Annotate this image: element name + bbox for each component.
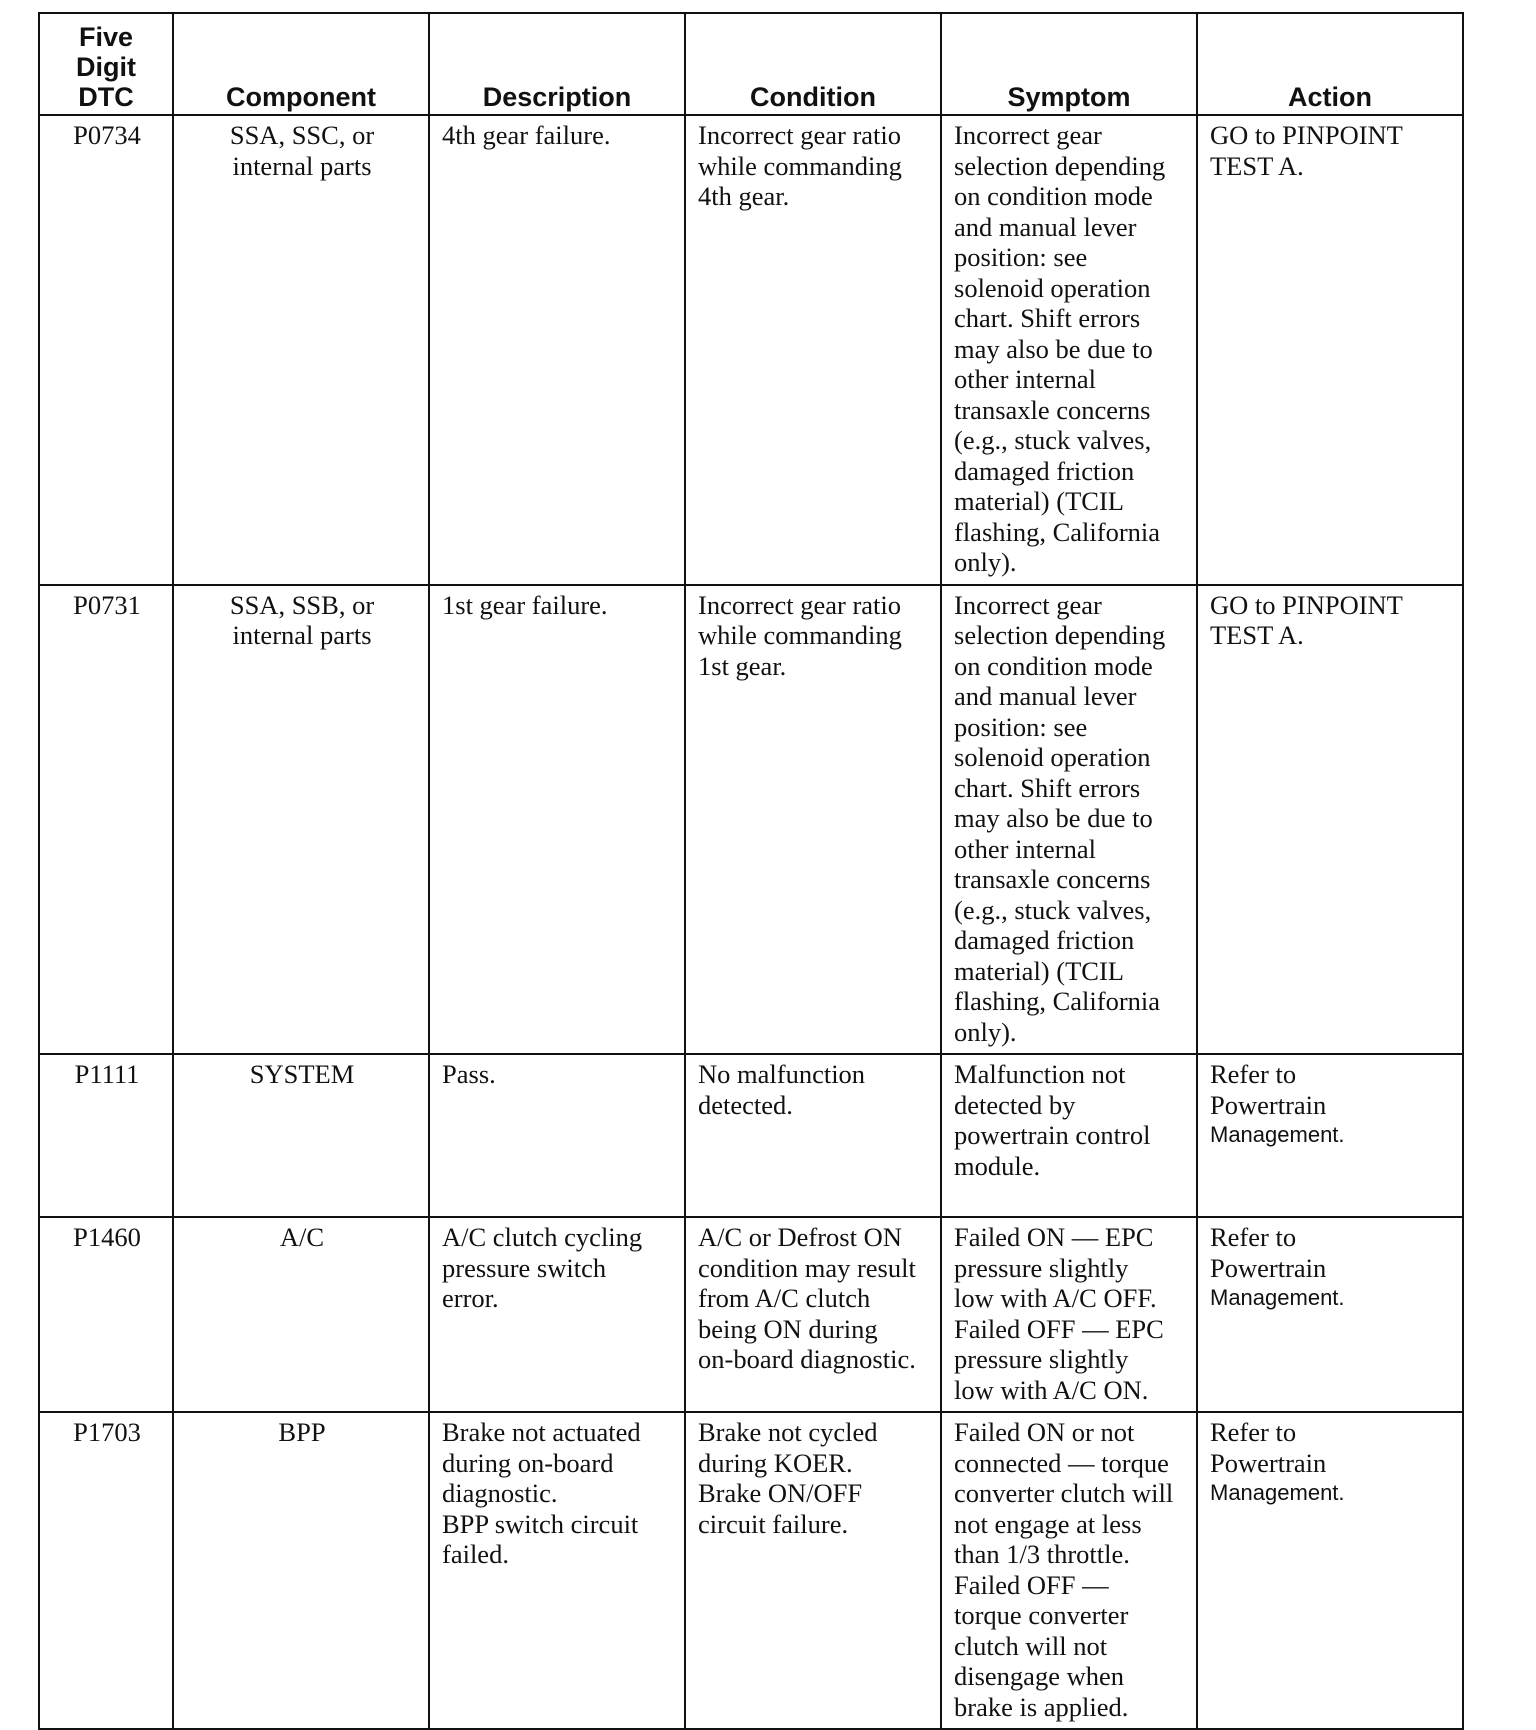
cell-line: internal parts [232,620,372,650]
cell-line: transaxle concerns [954,394,1151,425]
cell-line: A/C clutch cycling [442,1222,643,1252]
cell-line: not engage at less [954,1508,1142,1539]
cell-line: transaxle concerns [954,864,1151,894]
cell-line: material) (TCIL [954,955,1124,986]
cell-line: Powertrain [1210,1447,1327,1478]
cell-line: Powertrain [1210,1252,1327,1283]
cell-description [429,1217,685,1412]
cell-line: A/C [279,1222,325,1252]
cell-line: torque converter [954,1600,1129,1630]
cell-line: Brake not cycled [698,1417,878,1447]
cell-line: SSA, SSB, or [229,589,375,620]
cell-condition [685,1217,941,1412]
cell-line: on condition mode [954,650,1153,681]
cell-action [1197,1054,1463,1217]
cell-line: position: see [954,711,1088,742]
cell-line: module. [954,1150,1041,1181]
cell-line: TEST A. [1210,150,1304,181]
cell-line: during KOER. [698,1447,853,1478]
table-row [39,1217,1463,1412]
cell-line: on-board diagnostic. [698,1344,916,1374]
table-row [39,115,1463,585]
cell-line: selection depending [954,620,1166,650]
cell-description [429,1412,685,1729]
cell-line: Refer to [1210,1417,1297,1447]
cell-code: P1111 [39,1054,173,1217]
cell-line: Incorrect gear ratio [698,589,902,620]
cell-line: during on-board [442,1447,614,1478]
cell-code: P0734 [39,115,173,585]
cell-line: Management. [1210,1122,1345,1147]
cell-line: 1st gear. [698,650,787,681]
cell-line: chart. Shift errors [954,303,1141,333]
cell-line: solenoid operation [954,742,1151,772]
cell-component [173,1054,429,1217]
cell-line: Powertrain [1210,1089,1327,1120]
cell-symptom [941,1217,1197,1412]
cell-line: damaged friction [954,925,1135,955]
cell-line: and manual lever [954,211,1137,242]
cell-line: while commanding [698,620,902,650]
cell-line: chart. Shift errors [954,772,1141,803]
cell-action [1197,1412,1463,1729]
cell-line: error. [442,1283,499,1313]
cell-line: Refer to [1210,1222,1297,1252]
cell-symptom [941,115,1197,585]
header-code: Five Digit DTC [39,13,173,115]
cell-line: pressure slightly [954,1344,1129,1374]
cell-line: connected — torque [954,1447,1169,1478]
cell-symptom [941,585,1197,1055]
cell-line: Management. [1210,1285,1345,1310]
cell-line: GO to PINPOINT [1210,120,1403,150]
cell-line: and manual lever [954,681,1137,711]
cell-component [173,115,429,585]
cell-line: position: see [954,242,1088,272]
table-row [39,585,1463,1055]
cell-condition [685,585,941,1055]
cell-action [1197,585,1463,1055]
header-component: Component [173,13,429,115]
cell-description [429,585,685,1055]
dtc-table [38,12,1464,1730]
header-condition: Condition [685,13,941,115]
header-row [39,13,1463,115]
cell-line: Brake not actuated [442,1417,641,1447]
cell-line: only). [954,547,1017,577]
cell-line: other internal [954,833,1097,864]
cell-line: flashing, California [954,986,1161,1016]
cell-line: A/C or Defrost ON [698,1222,902,1252]
cell-line: pressure switch [442,1252,607,1283]
cell-code: P1460 [39,1217,173,1412]
cell-line: material) (TCIL [954,486,1124,516]
cell-line: pressure slightly [954,1252,1129,1283]
cell-line: GO to PINPOINT [1210,589,1403,620]
cell-line: condition may result [698,1252,916,1283]
cell-condition [685,1412,941,1729]
cell-line: low with A/C OFF. [954,1283,1157,1313]
cell-description [429,1054,685,1217]
cell-line: BPP switch circuit [442,1508,639,1539]
cell-line: Incorrect gear [954,589,1102,620]
cell-line: Brake ON/OFF [698,1478,863,1508]
cell-line: converter clutch will [954,1478,1174,1508]
cell-line: selection depending [954,150,1166,181]
cell-line: BPP [278,1417,326,1447]
cell-description [429,115,685,585]
cell-condition [685,1054,941,1217]
cell-line: SSA, SSC, or [229,120,375,150]
cell-code: P0731 [39,585,173,1055]
cell-symptom [941,1412,1197,1729]
cell-line: flashing, California [954,516,1161,547]
table-row [39,1412,1463,1729]
cell-symptom [941,1054,1197,1217]
cell-line: Failed OFF — [954,1569,1109,1600]
cell-line: Incorrect gear ratio [698,120,902,150]
cell-line: SYSTEM [249,1059,355,1089]
cell-line: than 1/3 throttle. [954,1539,1130,1569]
cell-line: internal parts [232,150,372,181]
cell-line: on condition mode [954,181,1153,211]
cell-line: (e.g., stuck valves, [954,425,1152,455]
cell-line: Refer to [1210,1059,1297,1089]
cell-line: detected. [698,1089,793,1120]
cell-component [173,1412,429,1729]
cell-line: powertrain control [954,1120,1151,1150]
cell-line: other internal [954,364,1097,394]
cell-line: 1st gear failure. [442,589,608,620]
cell-line: 4th gear. [698,181,790,211]
header-symptom: Symptom [941,13,1197,115]
table-row [39,1054,1463,1217]
cell-line: disengage when [954,1661,1124,1691]
cell-line: damaged friction [954,455,1135,486]
cell-component [173,585,429,1055]
cell-line: Pass. [442,1059,496,1089]
cell-line: Failed ON or not [954,1417,1135,1447]
cell-line: Failed OFF — EPC [954,1313,1164,1344]
cell-line: Management. [1210,1480,1345,1505]
table-body [39,115,1463,1729]
cell-action [1197,115,1463,585]
cell-line: being ON during [698,1313,878,1344]
cell-line: may also be due to [954,803,1153,833]
cell-line: low with A/C ON. [954,1374,1149,1405]
cell-line: diagnostic. [442,1478,558,1508]
cell-component [173,1217,429,1412]
cell-condition [685,115,941,585]
cell-line: (e.g., stuck valves, [954,894,1152,925]
header-description: Description [429,13,685,115]
cell-line: while commanding [698,150,902,181]
cell-code: P1703 [39,1412,173,1729]
cell-line: Failed ON — EPC [954,1222,1154,1252]
cell-line: failed. [442,1539,509,1569]
cell-line: No malfunction [698,1059,866,1089]
cell-line: only). [954,1016,1017,1047]
cell-line: clutch will not [954,1630,1108,1661]
header-action: Action [1197,13,1463,115]
cell-line: detected by [954,1089,1076,1120]
cell-action [1197,1217,1463,1412]
cell-line: Malfunction not [954,1059,1126,1089]
cell-line: from A/C clutch [698,1283,871,1313]
cell-line: solenoid operation [954,272,1151,303]
cell-line: TEST A. [1210,620,1304,650]
cell-line: may also be due to [954,333,1153,364]
cell-line: circuit failure. [698,1508,849,1539]
cell-line: 4th gear failure. [442,120,611,150]
cell-line: brake is applied. [954,1691,1129,1722]
cell-line: Incorrect gear [954,120,1102,150]
